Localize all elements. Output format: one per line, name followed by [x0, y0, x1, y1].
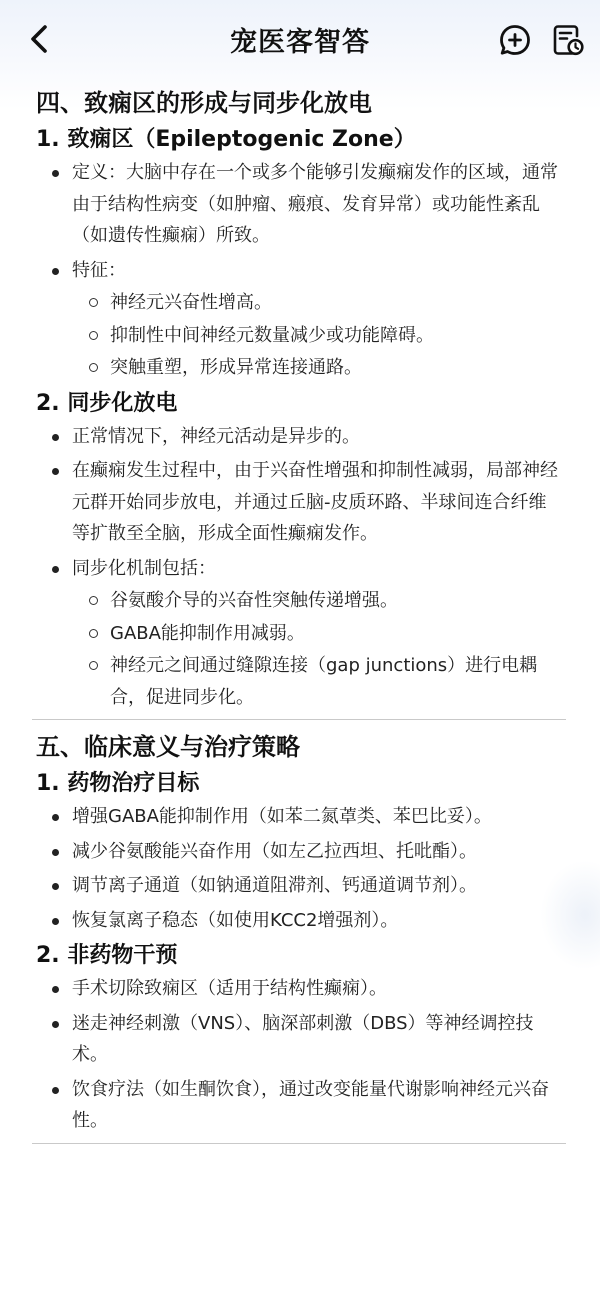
sub-list-item: 神经元兴奋性增高。	[110, 287, 564, 319]
app-header	[0, 0, 600, 80]
subsection-heading: 1. 药物治疗目标	[36, 771, 200, 796]
sub-list-item: 突触重塑，形成异常连接通路。	[110, 352, 564, 384]
list-item	[72, 836, 564, 868]
list-item-text: 恢复氯离子稳态（如使用KCC2增强剂）。	[72, 909, 399, 931]
list-item-text: 迷走神经刺激（VNS）、脑深部刺激（DBS）等神经调控技术。	[72, 1012, 534, 1065]
list-item-text: 减少谷氨酸能兴奋作用（如左乙拉西坦、托吡酯）。	[72, 840, 477, 862]
new-chat-button[interactable]	[497, 22, 533, 58]
bullet-list	[36, 157, 564, 384]
sub-bullet-list	[72, 585, 564, 713]
list-item-text: 饮食疗法（如生酮饮食），通过改变能量代谢影响神经元兴奋性。	[72, 1078, 549, 1131]
sub-list-item: 神经元之间通过缝隙连接（gap junctions）进行电耦合，促进同步化。	[110, 650, 564, 713]
list-item	[72, 157, 564, 252]
list-item	[72, 870, 564, 902]
list-item-text: 在癫痫发生过程中，由于兴奋性增强和抑制性减弱，局部神经元群开始同步放电，并通过丘脑-皮质环路、半球间连合纤维等扩散至全脑，形成全面性癫痫发作。	[72, 460, 558, 544]
list-item	[72, 801, 564, 833]
bullet-list	[36, 973, 564, 1137]
list-item-text: 调节离子通道（如钠通道阻滞剂、钙通道调节剂）。	[72, 875, 477, 896]
list-item	[72, 973, 564, 1005]
bullet-list	[36, 801, 564, 936]
list-item	[72, 255, 564, 384]
list-item	[72, 1008, 564, 1071]
list-item	[72, 553, 564, 714]
list-item-text: 手术切除致痫区（适用于结构性癫痫）。	[72, 978, 387, 999]
list-item-text: 同步化机制包括：	[72, 557, 216, 579]
list-item	[72, 455, 564, 550]
section-divider	[32, 719, 566, 720]
list-item	[72, 1074, 564, 1137]
section-divider	[32, 1143, 566, 1144]
sub-bullet-list	[72, 287, 564, 384]
section-heading: 五、临床意义与治疗策略	[36, 733, 300, 761]
list-item	[72, 421, 564, 453]
subsection-heading: 1. 致痫区（Epileptogenic Zone）	[36, 127, 416, 152]
subsection-heading: 2. 非药物干预	[36, 943, 178, 968]
chat-plus-icon	[498, 23, 532, 57]
history-button[interactable]	[550, 22, 586, 58]
list-item-text: 特征：	[72, 259, 126, 281]
sub-list-item: GABA能抑制作用减弱。	[110, 618, 564, 650]
section-heading: 四、致痫区的形成与同步化放电	[36, 89, 372, 117]
list-item-text: 定义：大脑中存在一个或多个能够引发癫痫发作的区域，通常由于结构性病变（如肿瘤、瘢痕、发育异常）或功能性紊乱（如遗传性癫痫）所致。	[72, 162, 558, 246]
subsection-heading: 2. 同步化放电	[36, 390, 178, 416]
sub-list-item: 抑制性中间神经元数量减少或功能障碍。	[110, 320, 564, 352]
list-item-text: 增强GABA能抑制作用（如苯二氮䓬类、苯巴比妥）。	[72, 806, 492, 827]
list-item-text: 正常情况下，神经元活动是异步的。	[72, 425, 360, 447]
sub-list-item: 谷氨酸介导的兴奋性突触传递增强。	[110, 585, 564, 617]
page-title: 宠医客智答	[230, 27, 370, 58]
history-doc-icon	[551, 23, 585, 57]
list-item	[72, 905, 564, 937]
answer-content	[0, 82, 600, 1152]
bullet-list	[36, 421, 564, 714]
